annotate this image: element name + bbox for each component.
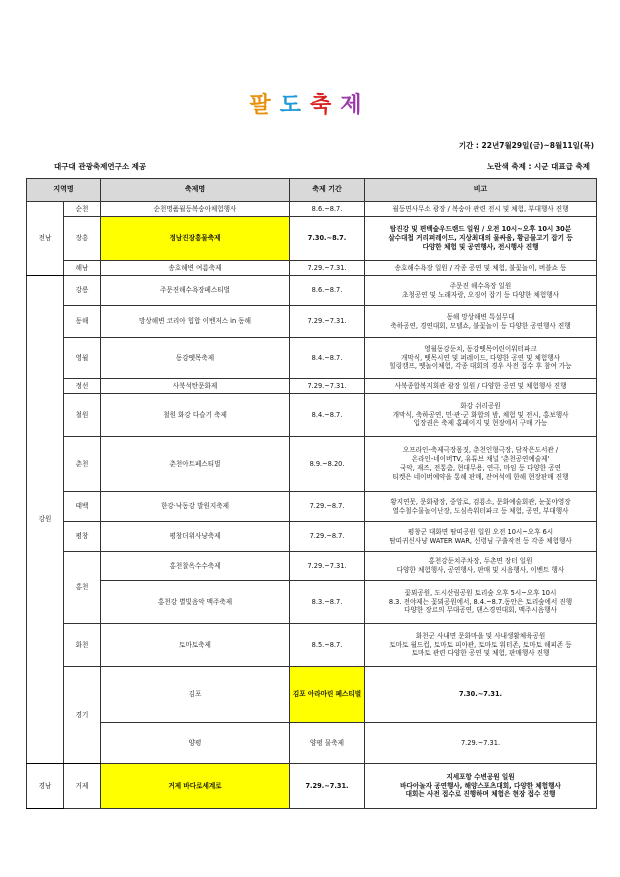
city-cell: 장흥	[64, 217, 101, 261]
note-line: 토마토 관련 다양한 공연 및 체험, 판매행사 진행	[411, 649, 550, 658]
note-line: 동해 망상해변 특설무대	[446, 312, 515, 321]
festival-period: 8.4.~8.7.	[290, 394, 365, 437]
header-name: 축제명	[101, 179, 290, 202]
region-cell: 경기	[64, 667, 101, 764]
festival-note	[365, 522, 597, 552]
title-char-3: 축	[310, 93, 341, 118]
note-line: 영월동강둔치, 동강뗏목어린이워터파크	[424, 344, 537, 353]
note-line: 다양한 체험행사, 공연행사, 판매 및 시음행사, 이벤트 행사	[396, 566, 565, 574]
city-cell: 순천	[64, 202, 101, 217]
header-note: 비고	[365, 179, 597, 202]
page-title	[0, 88, 620, 119]
note-line: 온라인-네이버TV, 유튜브 채널 '춘천공연예술제'	[411, 455, 550, 464]
festival-period: 8.6.~8.7.	[290, 202, 365, 217]
header-period: 축제 기간	[290, 179, 365, 202]
city-cell: 영월	[64, 338, 101, 379]
region-cell: 강원	[27, 276, 64, 764]
note-line: 입장권은 축제 홈페이지 및 현장에서 구매 가능	[413, 419, 548, 428]
note-line: 힐링캠프, 뗏놀이체험, 각종 대회의 경우 사전 접수 후 참여 가능	[389, 362, 572, 371]
festival-name: 망상해변 코리아 힙합 이벤저스 in 동해	[101, 306, 290, 338]
festival-name: 양평 물축제	[290, 723, 365, 764]
note-line: 국악, 재즈, 전통춤, 현대무용, 연극, 마임 등 다양한 공연	[400, 464, 562, 472]
festival-name: 홍천강 별빛음악 맥주축제	[101, 581, 290, 624]
festival-period: 7.30.~8.7.	[290, 217, 365, 261]
header-region: 지역명	[27, 179, 101, 202]
city-cell: 홍천	[64, 552, 101, 624]
title-char-1: 팔	[249, 93, 280, 118]
festival-note	[365, 202, 597, 217]
festival-name: 평창더위사냥축제	[101, 522, 290, 552]
festival-name: 김포 아라마린 페스티벌	[290, 667, 365, 723]
festival-note	[365, 764, 597, 809]
note-line: 송호해수욕장 일원 / 각종 공연 및 체험, 불꽃놀이, 버블쇼 등	[394, 263, 567, 272]
note-line: 사북종합복지회관 광장 일원 / 다양한 공연 및 체험행사 진행	[394, 381, 567, 390]
city-cell: 김포	[101, 667, 290, 723]
festival-name: 동강뗏목축제	[101, 338, 290, 379]
city-cell: 태백	[64, 492, 101, 522]
festival-period: 8.9.~8.20.	[290, 437, 365, 492]
table-row	[27, 394, 597, 437]
festival-period: 8.4.~8.7.	[290, 338, 365, 379]
color-legend: 노란색 축제 : 시군 대표급 축제	[487, 162, 590, 171]
table-row	[27, 723, 597, 764]
festival-period: 7.29.~7.31.	[290, 261, 365, 276]
city-cell: 정선	[64, 379, 101, 394]
table-row	[27, 276, 597, 306]
note-line: 땀띠귀신사냥 WATER WAR, 신령님 구출작전 등 각종 체험행사	[389, 536, 572, 545]
note-line: 대회는 사전 접수로 진행하며 체험은 현장 접수 진행	[405, 790, 556, 799]
table-row	[27, 306, 597, 338]
festival-period: 7.29.~7.31.	[365, 723, 597, 764]
festival-note	[365, 437, 597, 492]
table-row	[27, 764, 597, 809]
note-line: 개막식, 축하공연, 민·관·군 화합의 밤, 체험 및 전시, 홍보행사	[392, 410, 569, 419]
festival-note	[365, 581, 597, 624]
note-line: 황지연못, 문화광장, 중앙로, 검룡소, 문화예술회관, 눈꽃야영장	[390, 497, 571, 506]
festival-note	[365, 492, 597, 522]
festival-period: 7.29.~7.31.	[290, 306, 365, 338]
festival-period: 7.29.~7.31.	[290, 552, 365, 581]
festival-note	[365, 217, 597, 261]
table-row	[27, 379, 597, 394]
note-line: 오프라인-축제극장몸짓, 춘천인형극장, 담작은도서관 /	[402, 446, 559, 455]
festival-note	[365, 552, 597, 581]
note-line: 화천군 사내면 문화마을 및 사내생활체육공원	[415, 631, 546, 640]
region-cell: 전남	[27, 202, 64, 276]
note-line: 탐진강 및 편백숲우드랜드 일원 / 오전 10시~오후 10시 30분	[389, 225, 572, 234]
note-line: 살수대첩 거리퍼레이드, 지상최대의 물싸움, 황금물고기 잡기 등	[388, 234, 573, 243]
city-cell: 화천	[64, 624, 101, 667]
note-line: 월등면사무소 광장 / 복숭아 관련 전시 및 체험, 부대행사 진행	[392, 204, 569, 213]
festival-period: 8.6.~8.7.	[290, 276, 365, 306]
source-credit: 대구대 관광축제연구소 제공	[54, 162, 147, 171]
city-cell: 거제	[64, 764, 101, 809]
city-cell: 강릉	[64, 276, 101, 306]
festival-name: 사북석탄문화제	[101, 379, 290, 394]
note-line: 홍천강둔치주차장, 두촌면 장터 일원	[428, 557, 533, 566]
note-line: 다양한 장르의 무대공연, 댄스경연대회, 맥주시음행사	[404, 606, 557, 615]
note-line: 평창군 대화면 땀띠공원 일원 오전 10시~오후 6시	[407, 527, 554, 536]
note-line: 화강 쉬리공원	[460, 401, 501, 410]
city-cell: 해남	[64, 261, 101, 276]
note-line: 주문진 해수욕장 일원	[449, 281, 512, 290]
festival-period: 8.3.~8.7.	[290, 581, 365, 624]
festival-period: 7.30.~7.31.	[365, 667, 597, 723]
festival-note	[365, 338, 597, 379]
festival-name: 순천명품월등복숭아체험행사	[101, 202, 290, 217]
festival-note	[365, 306, 597, 338]
city-cell: 평창	[64, 522, 101, 552]
festival-period: 7.29.~8.7.	[290, 522, 365, 552]
note-line: 토마토 월드컵, 토마토 피아관, 토마토 워터존, 토마토 해피존 등	[389, 640, 572, 649]
title-char-4: 제	[340, 93, 371, 118]
festival-period: 기간 : 22년7월29일(금)~8월11일(목)	[458, 141, 594, 150]
note-line: 열수철수물놀이난장, 도심속워터파크 등 체험, 공연, 부대행사	[392, 506, 569, 515]
festival-name: 주문진해수욕장페스티벌	[101, 276, 290, 306]
festival-note	[365, 261, 597, 276]
note-line: 개막식, 뗏목시연 및 퍼레이드, 다양한 공연 및 체험행사	[401, 353, 561, 362]
festival-name: 송호해변 여름축제	[101, 261, 290, 276]
note-line: 축하공연, 경연대회, 모델쇼, 불꽃놀이 등 다양한 공연행사 진행	[390, 321, 571, 330]
festival-name: 거제 바다로세계로	[101, 764, 290, 809]
festival-name: 한강·낙동강 발원지축제	[101, 492, 290, 522]
table-row	[27, 338, 597, 379]
note-line: 바다아놀자 공연행사, 해양스포츠대회, 다양한 체험행사	[400, 781, 561, 790]
table-row	[27, 667, 597, 723]
city-cell: 철원	[64, 394, 101, 437]
festival-name: 홍천찰옥수수축제	[101, 552, 290, 581]
city-cell: 동해	[64, 306, 101, 338]
festival-note	[365, 379, 597, 394]
region-cell: 경남	[27, 764, 64, 809]
table-row	[27, 581, 597, 624]
table-row	[27, 552, 597, 581]
festival-period: 8.5.~8.7.	[290, 624, 365, 667]
festival-note	[365, 394, 597, 437]
title-char-2: 도	[279, 93, 310, 118]
festival-name: 토마토축제	[101, 624, 290, 667]
festival-note	[365, 624, 597, 667]
festival-name: 철원 화강 다슬기 축제	[101, 394, 290, 437]
festival-period: 7.29.~7.31.	[290, 764, 365, 809]
note-line: 초청공연 및 노래자랑, 오징어 잡기 등 다양한 체험행사	[402, 290, 559, 299]
table-row	[27, 492, 597, 522]
festival-name: 정남진장흥물축제	[101, 217, 290, 261]
city-cell: 춘천	[64, 437, 101, 492]
festival-note	[365, 276, 597, 306]
note-line: 지세포항 수변공원 일원	[446, 772, 515, 781]
table-row	[27, 624, 597, 667]
table-row	[27, 202, 597, 217]
table-row	[27, 437, 597, 492]
table-row	[27, 522, 597, 552]
city-cell: 양평	[101, 723, 290, 764]
note-line: 티켓은 네이버예약을 통해 판매, 잔여석에 한해 현장판매 진행	[392, 472, 569, 481]
festival-table	[26, 178, 597, 809]
festival-name: 춘천아트페스티벌	[101, 437, 290, 492]
note-line: 꽃뫼공원, 도시산림공원 토리숲 오후 5시~오후 10시	[404, 588, 557, 597]
table-header	[27, 179, 597, 202]
note-line: 다양한 체험 및 공연행사, 전시행사 진행	[422, 242, 539, 251]
note-line: 8.3. 전야제는 꽃뫼공원에서, 8.4.~8.7.동안은 토리숲에서 진행	[388, 597, 573, 606]
festival-period: 7.29.~7.31.	[290, 379, 365, 394]
table-row	[27, 217, 597, 261]
festival-period: 7.29.~8.7.	[290, 492, 365, 522]
table-row	[27, 261, 597, 276]
